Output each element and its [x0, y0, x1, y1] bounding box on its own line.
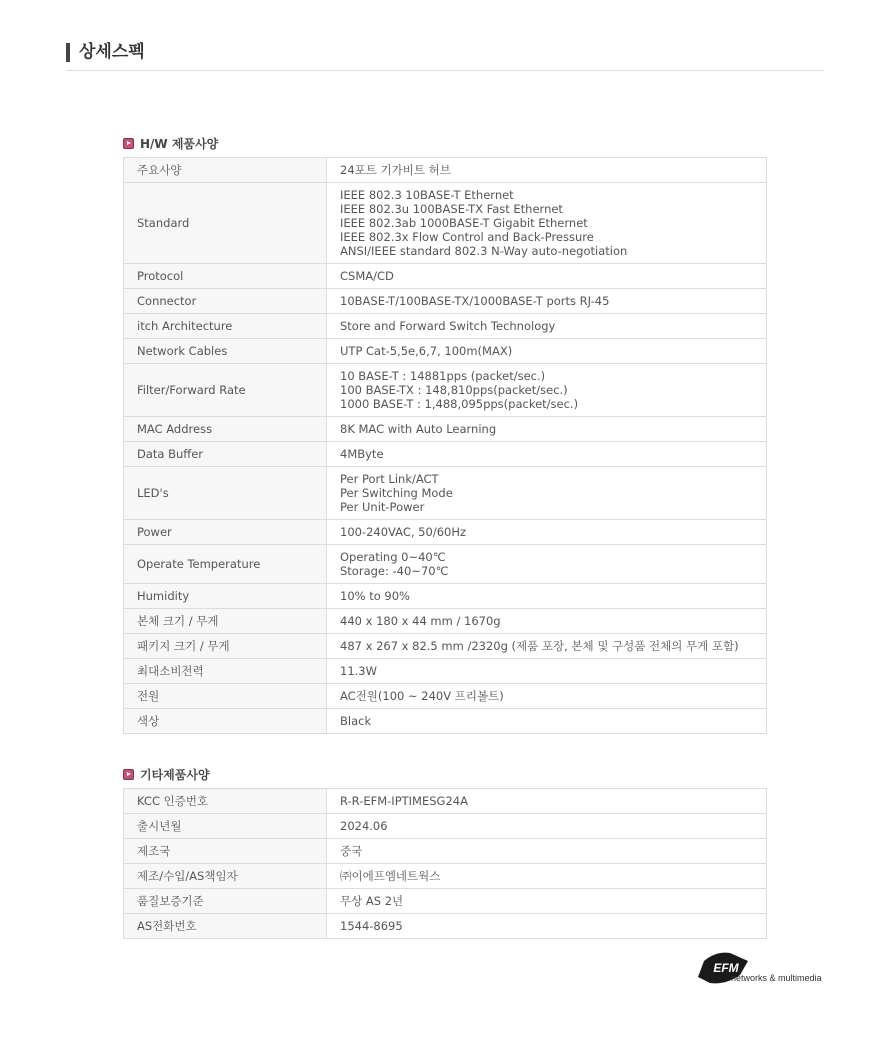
spec-row — [124, 839, 767, 864]
spec-label: Protocol — [124, 264, 327, 289]
spec-value — [327, 839, 767, 864]
spec-value — [327, 659, 767, 684]
spec-value-line: IEEE 802.3u 100BASE-TX Fast Ethernet — [340, 202, 563, 216]
spec-row — [124, 634, 767, 659]
spec-value-line: Store and Forward Switch Technology — [340, 319, 556, 333]
spec-value-line: UTP Cat-5,5e,6,7, 100m(MAX) — [340, 344, 513, 358]
spec-value-line: 100 BASE-TX : 148,810pps(packet/sec.) — [340, 383, 568, 397]
spec-label: Data Buffer — [124, 442, 327, 467]
spec-row — [124, 183, 767, 264]
spec-label: 본체 크기 / 무게 — [124, 609, 327, 634]
spec-value-line: 10BASE-T/100BASE-TX/1000BASE-T ports RJ-45 — [340, 294, 610, 308]
spec-value — [327, 914, 767, 939]
spec-value — [327, 442, 767, 467]
spec-value-line: IEEE 802.3 10BASE-T Ethernet — [340, 188, 514, 202]
spec-row — [124, 814, 767, 839]
spec-value-line: 440 x 180 x 44 mm / 1670g — [340, 614, 501, 628]
spec-value-line: IEEE 802.3x Flow Control and Back-Pressure — [340, 230, 594, 244]
spec-label: MAC Address — [124, 417, 327, 442]
spec-value-line: AC전원(100 ~ 240V 프리볼트) — [340, 689, 504, 703]
spec-value — [327, 709, 767, 734]
spec-row — [124, 158, 767, 183]
spec-label: Filter/Forward Rate — [124, 364, 327, 417]
title-accent-bar — [66, 43, 70, 62]
logo-tagline: networks & multimedia — [731, 973, 822, 983]
spec-label: 품질보증기준 — [124, 889, 327, 914]
spec-row — [124, 520, 767, 545]
hw-spec-heading-label: H/W 제품사양 — [140, 137, 219, 151]
bullet-icon — [123, 769, 134, 780]
spec-value — [327, 339, 767, 364]
spec-value-line: 10% to 90% — [340, 589, 410, 603]
spec-value — [327, 364, 767, 417]
spec-label: 출시년월 — [124, 814, 327, 839]
spec-value-line: 10 BASE-T : 14881pps (packet/sec.) — [340, 369, 546, 383]
page-header — [66, 40, 824, 71]
spec-value-line: 8K MAC with Auto Learning — [340, 422, 497, 436]
spec-row — [124, 659, 767, 684]
spec-value — [327, 467, 767, 520]
spec-value — [327, 864, 767, 889]
spec-row — [124, 314, 767, 339]
etc-spec-table — [123, 788, 767, 939]
spec-row — [124, 789, 767, 814]
spec-value — [327, 520, 767, 545]
spec-value-line: ㈜이에프엠네트웍스 — [340, 869, 441, 883]
spec-row — [124, 914, 767, 939]
spec-value-line: Per Switching Mode — [340, 486, 453, 500]
spec-row — [124, 889, 767, 914]
efm-logo — [696, 951, 824, 987]
spec-label: KCC 인증번호 — [124, 789, 327, 814]
spec-value — [327, 684, 767, 709]
spec-label: 패키지 크기 / 무게 — [124, 634, 327, 659]
spec-value-line: ANSI/IEEE standard 802.3 N-Way auto-negotiation — [340, 244, 628, 258]
spec-label: AS전화번호 — [124, 914, 327, 939]
spec-value — [327, 417, 767, 442]
spec-value-line: 중국 — [340, 844, 363, 858]
spec-label: 색상 — [124, 709, 327, 734]
spec-row — [124, 264, 767, 289]
spec-value — [327, 634, 767, 659]
spec-value-line: 100-240VAC, 50/60Hz — [340, 525, 467, 539]
spec-row — [124, 364, 767, 417]
spec-value — [327, 609, 767, 634]
spec-value-line: Per Port Link/ACT — [340, 472, 439, 486]
spec-value-line: 1000 BASE-T : 1,488,095pps(packet/sec.) — [340, 397, 579, 411]
spec-value — [327, 158, 767, 183]
spec-row — [124, 864, 767, 889]
spec-label: Connector — [124, 289, 327, 314]
spec-label: 주요사양 — [124, 158, 327, 183]
spec-value-line: IEEE 802.3ab 1000BASE-T Gigabit Ethernet — [340, 216, 588, 230]
spec-row — [124, 417, 767, 442]
spec-value — [327, 314, 767, 339]
hw-spec-table — [123, 157, 767, 734]
spec-label: Network Cables — [124, 339, 327, 364]
spec-value — [327, 789, 767, 814]
spec-value — [327, 264, 767, 289]
spec-value-line: 11.3W — [340, 664, 377, 678]
spec-value-line: CSMA/CD — [340, 269, 394, 283]
spec-label: Power — [124, 520, 327, 545]
spec-row — [124, 584, 767, 609]
spec-label: 제조/수입/AS책임자 — [124, 864, 327, 889]
spec-row — [124, 442, 767, 467]
spec-value-line: R-R-EFM-IPTIMESG24A — [340, 794, 468, 808]
spec-value-line: Operating 0~40℃ — [340, 550, 446, 564]
spec-row — [124, 709, 767, 734]
logo-mark-text: EFM — [713, 961, 739, 975]
spec-label: Humidity — [124, 584, 327, 609]
spec-row — [124, 684, 767, 709]
spec-row — [124, 545, 767, 584]
hw-spec-heading — [123, 135, 218, 153]
bullet-icon — [123, 138, 134, 149]
spec-row — [124, 289, 767, 314]
spec-label: itch Architecture — [124, 314, 327, 339]
spec-value-line: 24포트 기가비트 허브 — [340, 163, 451, 177]
spec-row — [124, 609, 767, 634]
page-title: 상세스펙 — [79, 42, 145, 62]
spec-label: Operate Temperature — [124, 545, 327, 584]
spec-label: 제조국 — [124, 839, 327, 864]
spec-value-line: 487 x 267 x 82.5 mm /2320g (제품 포장, 본체 및 구성품 전체의 무게 포함) — [340, 639, 739, 653]
spec-value — [327, 814, 767, 839]
spec-label: Standard — [124, 183, 327, 264]
spec-value-line: 1544-8695 — [340, 919, 403, 933]
spec-label: 최대소비전력 — [124, 659, 327, 684]
spec-label: LED's — [124, 467, 327, 520]
spec-value — [327, 545, 767, 584]
spec-value-line: Per Unit-Power — [340, 500, 425, 514]
spec-value — [327, 584, 767, 609]
etc-spec-heading — [123, 766, 210, 784]
spec-value-line: 2024.06 — [340, 819, 388, 833]
spec-value-line: Storage: -40~70℃ — [340, 564, 449, 578]
spec-row — [124, 467, 767, 520]
spec-row — [124, 339, 767, 364]
spec-value — [327, 289, 767, 314]
etc-spec-heading-label: 기타제품사양 — [140, 768, 210, 782]
spec-value-line: Black — [340, 714, 372, 728]
spec-value-line: 무상 AS 2년 — [340, 894, 404, 908]
spec-value — [327, 889, 767, 914]
spec-value — [327, 183, 767, 264]
spec-value-line: 4MByte — [340, 447, 384, 461]
spec-label: 전원 — [124, 684, 327, 709]
